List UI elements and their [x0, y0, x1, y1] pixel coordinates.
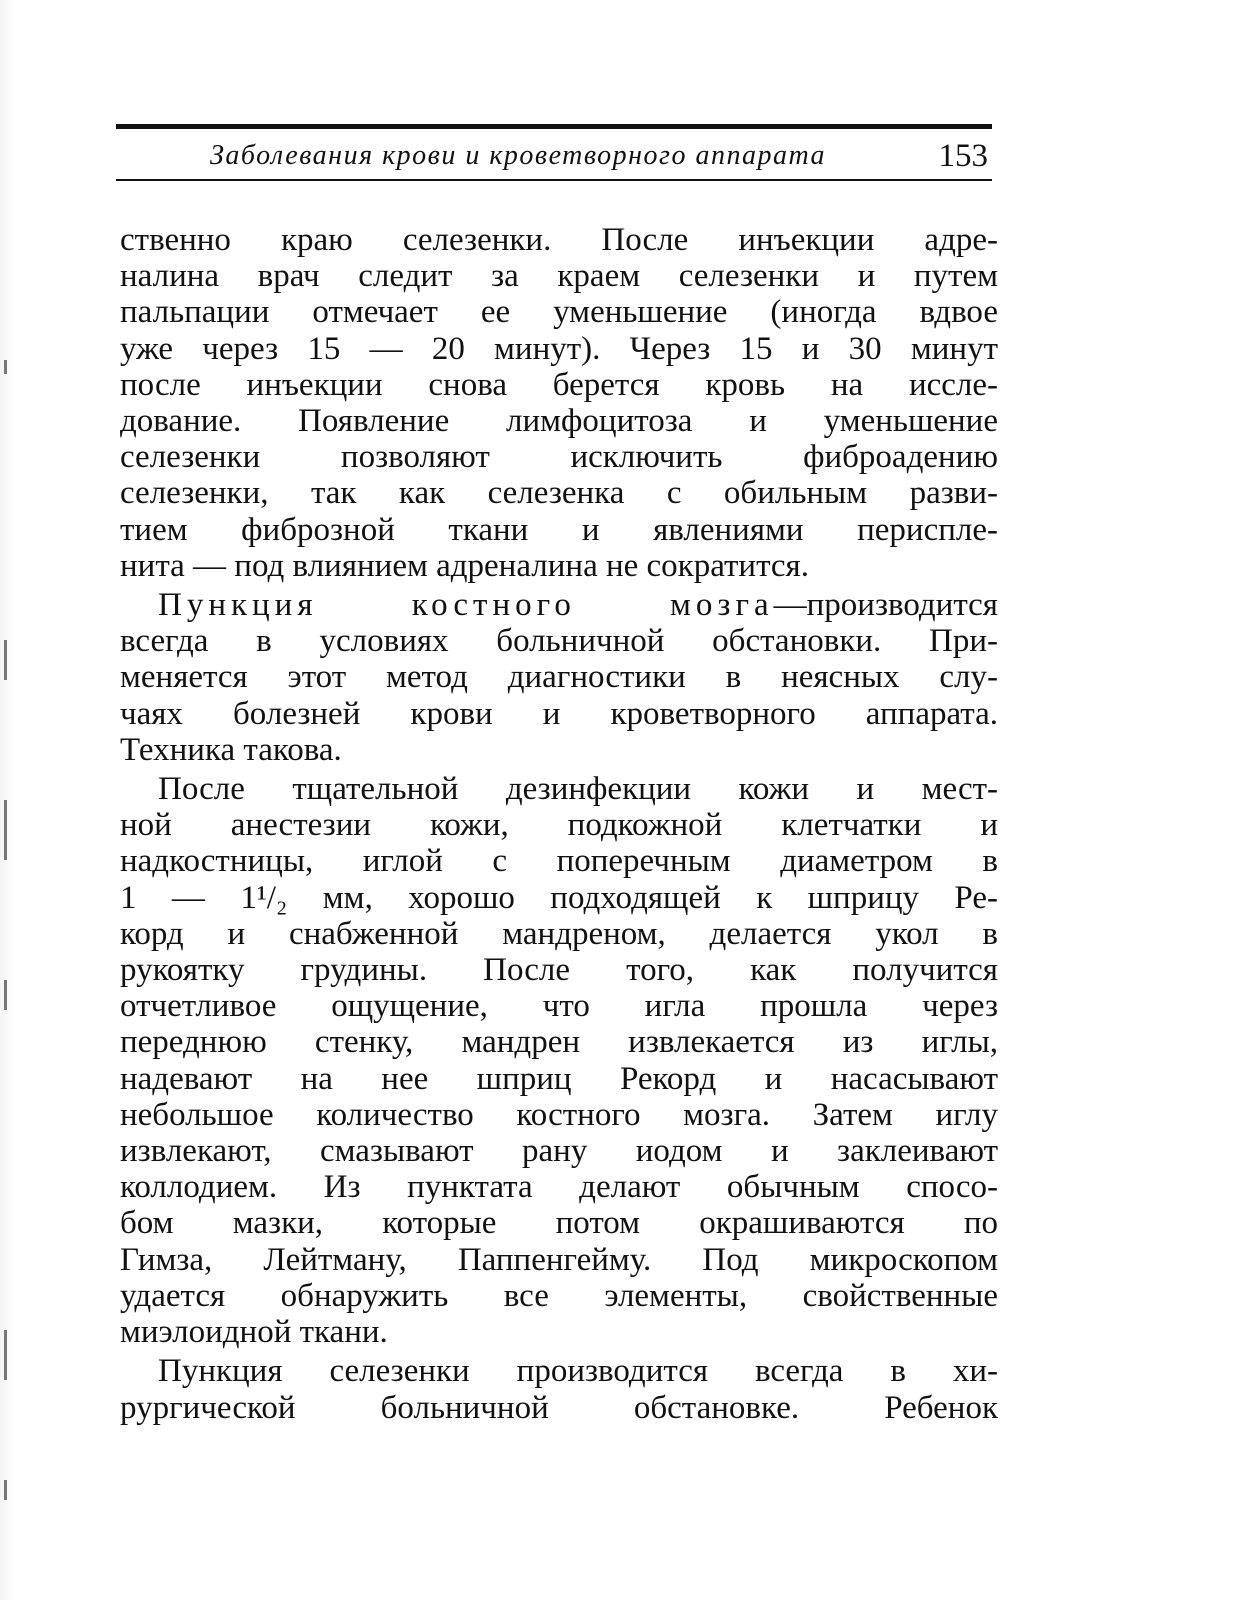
text-line: пальпации отмечает ее уменьшение (иногда вдвое	[120, 294, 998, 331]
text-line: меняется этот метод диагностики в неясных слу-	[120, 659, 998, 696]
text-line: бом мазки, которые потом окрашиваются по	[120, 1205, 998, 1242]
text-line: чаях болезней крови и кроветворного аппарата.	[120, 695, 998, 732]
text-line: удается обнаружить все элементы, свойственные	[120, 1277, 998, 1314]
text-line: Гимза, Лейтману, Паппенгейму. Под микроскопом	[120, 1241, 998, 1278]
text-line: уже через 15 — 20 минут). Через 15 и 30 минут	[120, 330, 998, 367]
text-line: дование. Появление лимфоцитоза и уменьшение	[120, 403, 998, 440]
text-line: селезенки, так как селезенка с обильным разви-	[120, 475, 998, 512]
lead-rest: —производится	[773, 587, 998, 624]
text-line: надевают на нее шприц Рекорд и насасывают	[120, 1060, 998, 1097]
scan-speck	[4, 800, 7, 860]
text-line: надкостницы, иглой с поперечным диаметром в	[120, 843, 998, 880]
paragraph-spleen-puncture	[120, 1353, 998, 1425]
text-line: ной анестезии кожи, подкожной клетчатки и	[120, 807, 998, 844]
text-line: селезенки позволяют исключить фиброадению	[120, 439, 998, 476]
text-line: после инъекции снова берется кровь на иссле-	[120, 366, 998, 403]
text-line: коллодием. Из пунктата делают обычным спосо-	[120, 1169, 998, 1206]
scan-speck	[4, 1480, 7, 1500]
text-line: переднюю стенку, мандрен извлекается из иглы,	[120, 1024, 998, 1061]
running-title: Заболевания крови и кроветворного аппарата	[210, 140, 827, 171]
scan-edge	[0, 0, 16, 1600]
text-line: тием фиброзной ткани и явлениями периспле-	[120, 511, 998, 548]
page-body	[120, 222, 998, 1426]
text-line: всегда в условиях больничной обстановки. При-	[120, 623, 998, 660]
text-line: После тщательной дезинфекции кожи и мест-	[158, 771, 998, 808]
text-line: 1 — 1¹/₂ мм, хорошо подходящей к шприцу Ре-	[120, 879, 998, 916]
header-rule-bottom	[116, 179, 992, 181]
scan-speck	[4, 360, 7, 374]
page-header	[116, 124, 992, 181]
paragraph-bone-marrow-puncture	[120, 587, 998, 768]
text-line: Техника такова.	[120, 731, 342, 768]
scan-speck	[4, 980, 7, 1010]
text-line: миэлоидной ткани.	[120, 1314, 388, 1351]
text-line: налина врач следит за краем селезенки и путем	[120, 258, 998, 295]
text-line-lead	[120, 587, 998, 623]
text-line: извлекают, смазывают рану иодом и заклеивают	[120, 1133, 998, 1170]
header-row	[116, 129, 992, 177]
text-line: рургической больничной обстановке. Ребенок	[120, 1389, 998, 1426]
scan-speck	[4, 1330, 7, 1380]
text-line: Пункция селезенки производится всегда в хи-	[158, 1353, 998, 1390]
text-line: корд и снабженной мандреном, делается укол в	[120, 915, 998, 952]
text-line: отчетливое ощущение, что игла прошла через	[120, 988, 998, 1025]
text-line: рукоятку грудины. После того, как получится	[120, 952, 998, 989]
text-line: нита — под влиянием адреналина не сократится.	[120, 547, 809, 584]
paragraph-spleen-adrenaline	[120, 222, 998, 584]
text-line: небольшое количество костного мозга. Затем иглу	[120, 1096, 998, 1133]
spaced-term: Пункция костного мозга	[158, 587, 774, 624]
page-number: 153	[938, 138, 988, 174]
paragraph-technique	[120, 771, 998, 1350]
text-line: ственно краю селезенки. После инъекции адре-	[120, 222, 998, 258]
scan-speck	[4, 640, 7, 680]
